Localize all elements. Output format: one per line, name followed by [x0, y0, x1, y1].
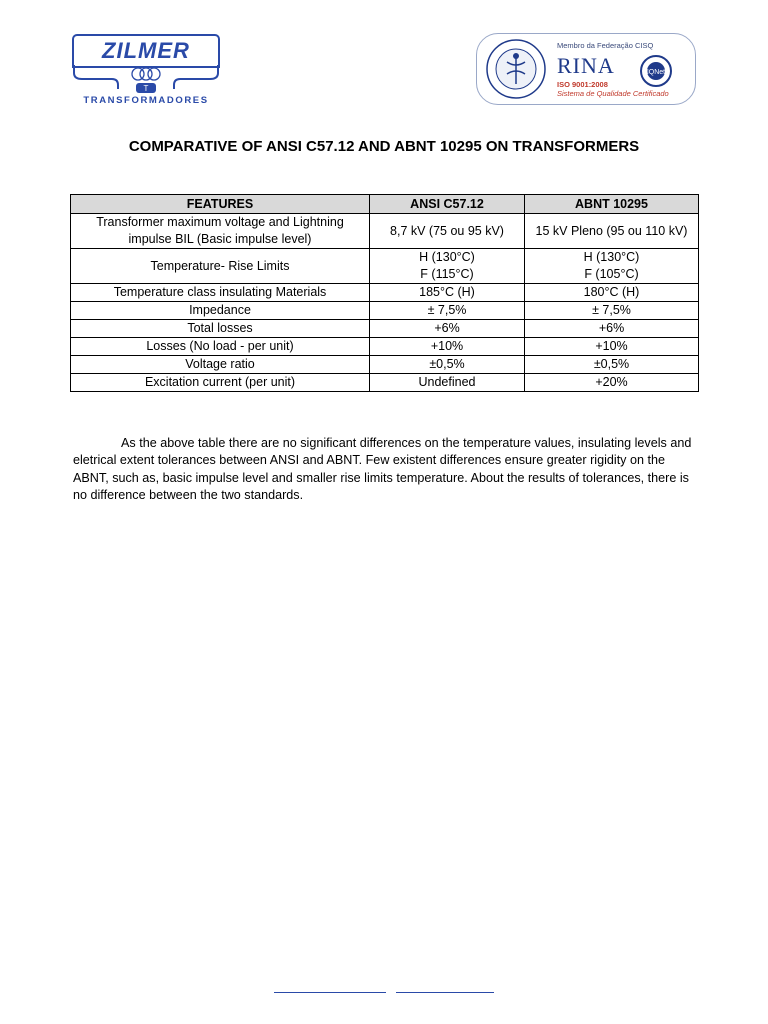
- feature-cell: Losses (No load - per unit): [71, 338, 370, 356]
- zilmer-logo: [70, 32, 220, 106]
- ansi-cell: 185°C (H): [370, 284, 525, 302]
- cell-line: H (130°C): [583, 250, 640, 264]
- comparison-table: [70, 194, 699, 392]
- abnt-cell: +6%: [525, 320, 699, 338]
- abnt-cell: ±0,5%: [525, 356, 699, 374]
- table-row: [71, 374, 699, 392]
- abnt-cell: +10%: [525, 338, 699, 356]
- rina-seal-icon: [485, 38, 547, 100]
- ansi-cell: Undefined: [370, 374, 525, 392]
- abnt-cell: [525, 249, 699, 284]
- table-row: [71, 214, 699, 249]
- feature-cell: Impedance: [71, 302, 370, 320]
- rina-iso-text: ISO 9001:2008: [557, 80, 608, 89]
- abnt-cell: ± 7,5%: [525, 302, 699, 320]
- cell-line: H (130°C): [419, 250, 475, 264]
- footer-divider: [274, 992, 386, 993]
- zilmer-logo-subtitle: TRANSFORMADORES: [83, 95, 209, 106]
- feature-cell: [71, 249, 370, 284]
- header-ansi: ANSI C57.12: [370, 195, 525, 214]
- feature-cell: Voltage ratio: [71, 356, 370, 374]
- table-row: [71, 249, 699, 284]
- table-header-row: [71, 195, 699, 214]
- table-row: [71, 320, 699, 338]
- cell-line: Temperature- Rise Limits: [150, 258, 290, 273]
- table-row: [71, 338, 699, 356]
- cell-line: 15 kV Pleno (95 ou 110 kV): [535, 223, 688, 238]
- ansi-cell: ±0,5%: [370, 356, 525, 374]
- feature-cell: [71, 214, 370, 249]
- body-paragraph: As the above table there are no significant differences on the temperature values, insulating levels and eletrical extent tolerances between ANSI and ABNT. Few existent differences ensure greater rigidity on the ABNT, such as, basic impulse level and smaller rise limits temperature. About the results of tolerances, there is no difference between the two standards.: [73, 435, 692, 503]
- cell-line: 8,7 kV (75 ou 95 kV): [390, 223, 504, 238]
- document-title: COMPARATIVE OF ANSI C57.12 AND ABNT 10295 ON TRANSFORMERS: [128, 138, 640, 155]
- footer-divider: [396, 992, 494, 993]
- table-row: [71, 302, 699, 320]
- abnt-cell: +20%: [525, 374, 699, 392]
- table-row: [71, 356, 699, 374]
- ansi-cell: +10%: [370, 338, 525, 356]
- cell-line: F (105°C): [584, 267, 639, 281]
- cell-line: F (115°C): [420, 267, 474, 281]
- rina-quality-text: Sistema de Qualidade Certificado: [557, 89, 669, 98]
- svg-text:IQNet: IQNet: [646, 69, 666, 76]
- ansi-cell: ± 7,5%: [370, 302, 525, 320]
- abnt-cell: 180°C (H): [525, 284, 699, 302]
- transformer-emblem-icon: [72, 65, 220, 95]
- ansi-cell: +6%: [370, 320, 525, 338]
- ansi-cell: [370, 214, 525, 249]
- zilmer-logo-box: [72, 34, 220, 68]
- rina-member-text: Membro da Federação CISQ: [557, 41, 654, 50]
- header-features: FEATURES: [71, 195, 370, 214]
- abnt-cell: [525, 214, 699, 249]
- cell-line: impulse BIL (Basic impulse level): [128, 232, 312, 246]
- feature-cell: Total losses: [71, 320, 370, 338]
- iqnet-badge-icon: [639, 54, 673, 88]
- header-abnt: ABNT 10295: [525, 195, 699, 214]
- feature-cell: Temperature class insulating Materials: [71, 284, 370, 302]
- rina-name: RINA: [557, 53, 615, 78]
- zilmer-logo-name: ZILMER: [102, 38, 190, 63]
- feature-cell: Excitation current (per unit): [71, 374, 370, 392]
- rina-certification-logo: [476, 33, 696, 105]
- table-row: [71, 284, 699, 302]
- cell-line: Transformer maximum voltage and Lightning: [96, 215, 344, 229]
- svg-text:T: T: [143, 84, 149, 93]
- ansi-cell: [370, 249, 525, 284]
